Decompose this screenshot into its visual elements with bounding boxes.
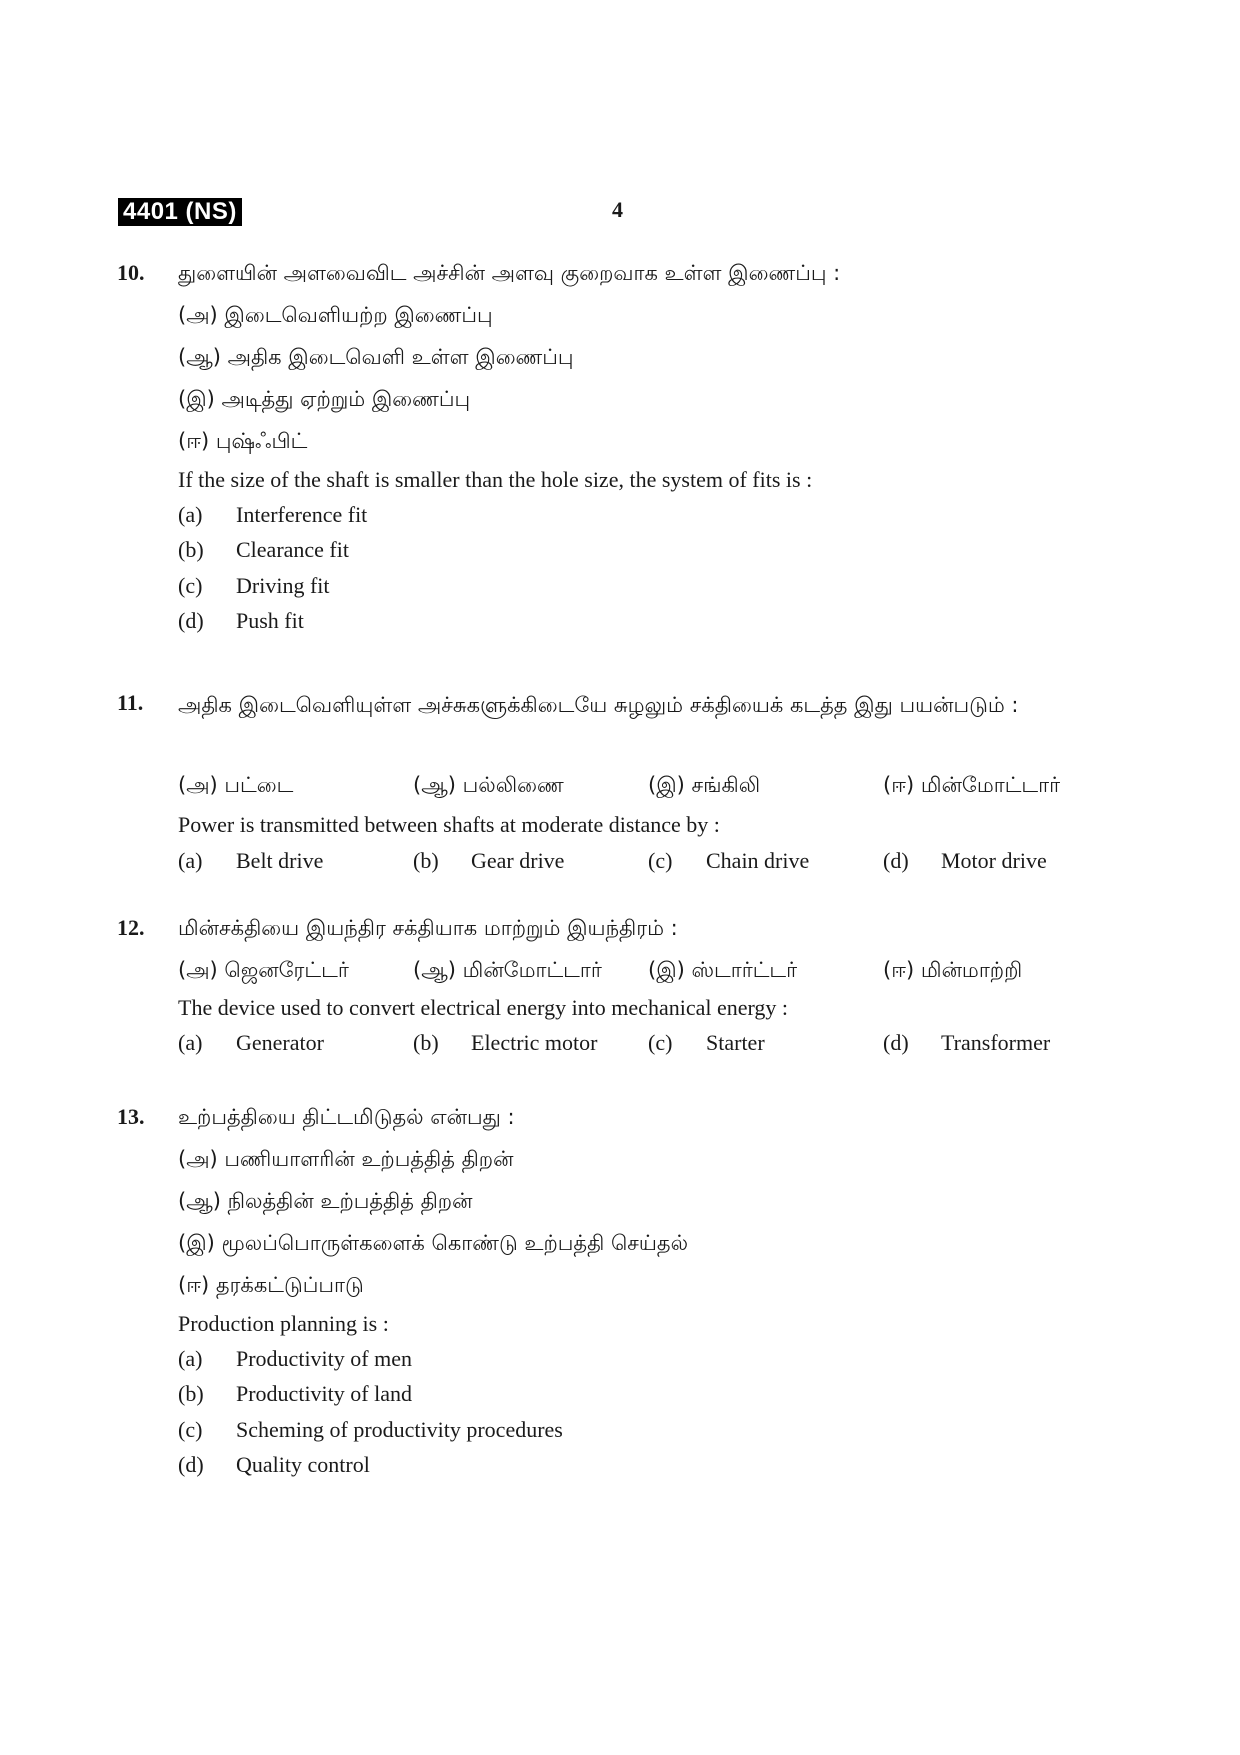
tamil-option-d: (ஈ) மின்மாற்றி [883, 958, 1023, 982]
english-option-a: (a) Belt drive [178, 848, 324, 873]
english-option-b: (b) Clearance fit [178, 537, 349, 562]
tamil-option-c: (இ) ஸ்டார்ட்டர் [648, 958, 798, 982]
english-question-text: Power is transmitted between shafts at moderate distance by : [178, 812, 720, 837]
tamil-option-a: (அ) ஜெனரேட்டர் [178, 958, 349, 982]
tamil-option-b: (ஆ) பல்லிணை [413, 773, 564, 797]
question-number: 13. [117, 1104, 145, 1129]
english-option-d: (d) Push fit [178, 608, 304, 633]
english-option-b: (b) Electric motor [413, 1030, 598, 1055]
tamil-option-d: (ஈ) தரக்கட்டுப்பாடு [178, 1273, 364, 1297]
english-option-d: (d) Quality control [178, 1452, 370, 1477]
english-option-c: (c) Chain drive [648, 848, 810, 873]
tamil-option-d: (ஈ) மின்மோட்டார் [883, 773, 1061, 797]
tamil-option-a: (அ) பணியாளரின் உற்பத்தித் திறன் [178, 1147, 514, 1171]
tamil-option-c: (இ) மூலப்பொருள்களைக் கொண்டு உற்பத்தி செய்தல் [178, 1231, 689, 1255]
page-number: 4 [612, 197, 623, 222]
english-option-a: (a) Productivity of men [178, 1346, 412, 1371]
english-option-c: (c) Driving fit [178, 573, 330, 598]
tamil-question-text: அதிக இடைவெளியுள்ள அச்சுகளுக்கிடையே சுழலும் சக்தியைக் கடத்த இது பயன்படும் : [178, 693, 1019, 717]
tamil-question-text: மின்சக்தியை இயந்திர சக்தியாக மாற்றும் இயந்திரம் : [178, 916, 678, 940]
tamil-option-a: (அ) பட்டை [178, 773, 294, 797]
english-option-a: (a) Generator [178, 1030, 324, 1055]
english-question-text: If the size of the shaft is smaller than the hole size, the system of fits is : [178, 467, 813, 492]
english-option-d: (d) Motor drive [883, 848, 1047, 873]
tamil-question-text: உற்பத்தியை திட்டமிடுதல் என்பது : [178, 1105, 515, 1129]
english-question-text: Production planning is : [178, 1311, 389, 1336]
question-number: 10. [117, 260, 145, 285]
paper-code: 4401 (NS) [118, 198, 242, 226]
english-option-b: (b) Productivity of land [178, 1381, 412, 1406]
tamil-option-d: (ஈ) புஷ்ஃபிட் [178, 429, 308, 453]
english-question-text: The device used to convert electrical energy into mechanical energy : [178, 995, 789, 1020]
tamil-option-c: (இ) சங்கிலி [648, 773, 761, 797]
english-option-c: (c) Starter [648, 1030, 765, 1055]
english-option-b: (b) Gear drive [413, 848, 565, 873]
question-number: 11. [117, 690, 144, 715]
tamil-option-b: (ஆ) மின்மோட்டார் [413, 958, 602, 982]
tamil-option-a: (அ) இடைவெளியற்ற இணைப்பு [178, 303, 493, 327]
tamil-option-b: (ஆ) நிலத்தின் உற்பத்தித் திறன் [178, 1189, 473, 1213]
question-number: 12. [117, 915, 145, 940]
tamil-question-text: துளையின் அளவைவிட அச்சின் அளவு குறைவாக உள்ள இணைப்பு : [178, 261, 841, 285]
english-option-c: (c) Scheming of productivity procedures [178, 1417, 563, 1442]
tamil-option-b: (ஆ) அதிக இடைவெளி உள்ள இணைப்பு [178, 345, 574, 369]
english-option-a: (a) Interference fit [178, 502, 368, 527]
tamil-option-c: (இ) அடித்து ஏற்றும் இணைப்பு [178, 387, 471, 411]
english-option-d: (d) Transformer [883, 1030, 1051, 1055]
